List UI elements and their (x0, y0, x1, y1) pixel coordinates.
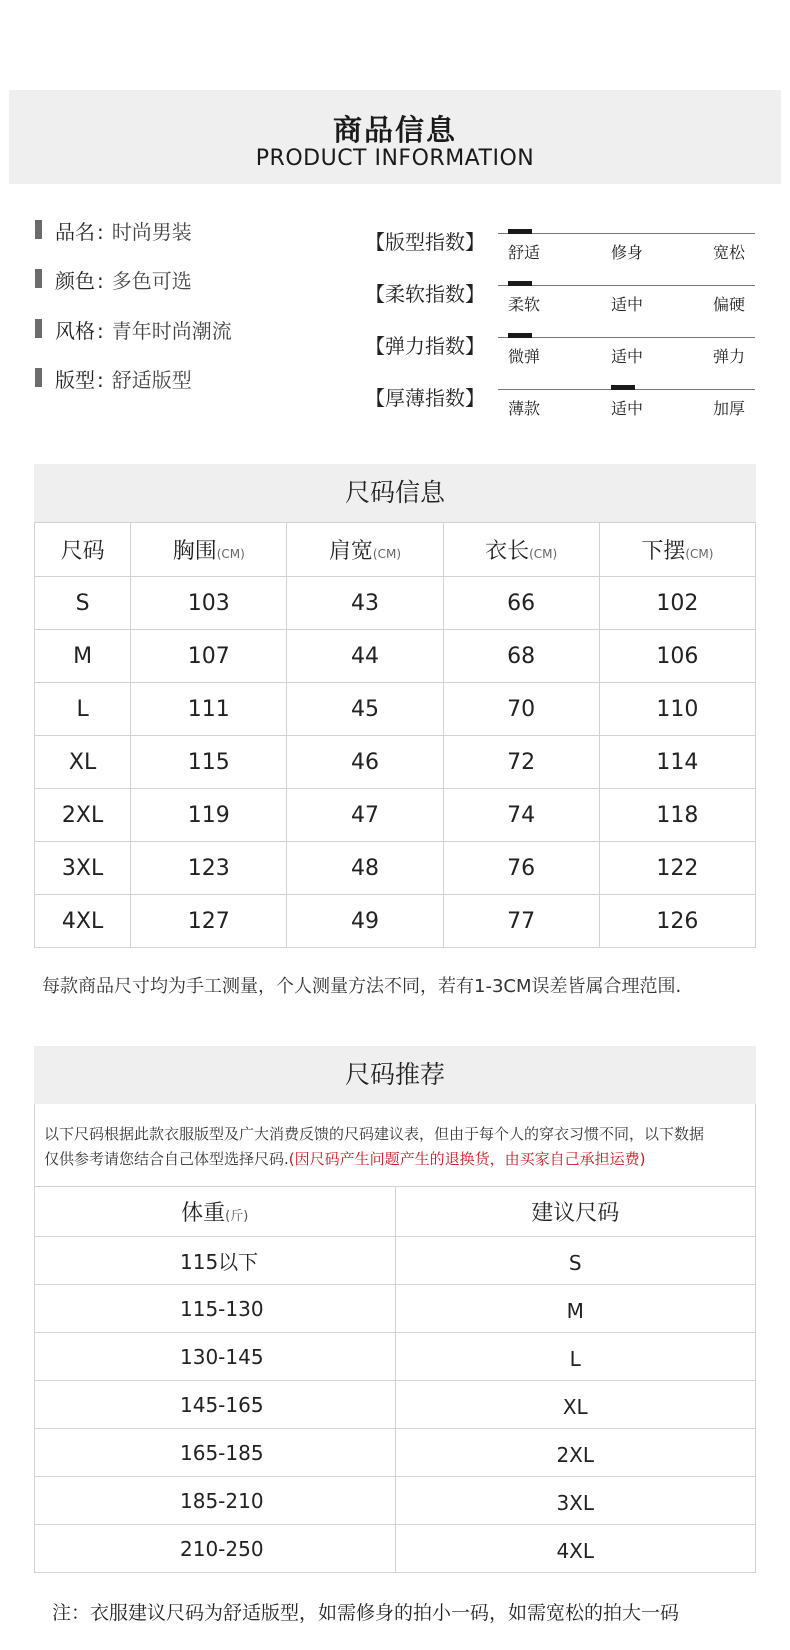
info-separator: : (97, 368, 104, 392)
size-rec-table (34, 1186, 756, 1573)
index-scale-line (498, 337, 755, 338)
index-level-label: 微弹 (508, 347, 541, 366)
table-cell: 43 (287, 577, 443, 630)
info-separator: : (97, 220, 104, 244)
index-level-label: 适中 (611, 347, 644, 366)
table-row (35, 630, 756, 683)
info-label: 品名 (55, 220, 95, 244)
size-rec-disclaimer: (因尺码产生问题产生的退换货，由买家自己承担运费) (288, 1150, 646, 1168)
weight-cell: 185-210 (35, 1477, 396, 1525)
size-cell: S (395, 1237, 756, 1285)
table-cell: 119 (131, 789, 287, 842)
fit-advice-note: 注：衣服建议尺码为舒适版型，如需修身的拍小一码，如需宽松的拍大一码 (52, 1602, 680, 1624)
index-level-label: 偏硬 (713, 295, 746, 314)
table-row (35, 736, 756, 789)
header-band (9, 90, 781, 184)
table-cell: 70 (443, 683, 599, 736)
weight-cell: 115-130 (35, 1285, 396, 1333)
size-cell: 3XL (395, 1477, 756, 1525)
size-rec-description (34, 1104, 756, 1186)
column-header: 体重(斤) (35, 1187, 396, 1237)
table-cell: 72 (443, 736, 599, 789)
info-value: 时尚男装 (111, 220, 192, 244)
size-rec-title: 尺码推荐 (34, 1046, 756, 1104)
table-cell: 103 (131, 577, 287, 630)
size-cell: 2XL (395, 1429, 756, 1477)
info-value: 青年时尚潮流 (111, 319, 232, 343)
index-level-label: 加厚 (713, 399, 746, 418)
table-cell: 106 (599, 630, 755, 683)
info-bullet-bar (35, 269, 42, 288)
table-cell: 122 (599, 842, 755, 895)
table-cell: 118 (599, 789, 755, 842)
table-cell: 111 (131, 683, 287, 736)
table-cell: 44 (287, 630, 443, 683)
column-header: 衣长(CM) (443, 523, 599, 577)
index-title: 【柔软指数】 (365, 282, 485, 306)
table-row (35, 1477, 756, 1525)
info-row-fit (35, 364, 365, 394)
table-row (35, 895, 756, 948)
index-fit (365, 228, 755, 274)
table-cell: XL (35, 736, 131, 789)
info-row-style (35, 315, 365, 345)
index-title: 【版型指数】 (365, 230, 485, 254)
size-rec-desc-line1: 以下尺码根据此款衣服版型及广大消费反馈的尺码建议表，但由于每个人的穿衣习惯不同，以下数据 (44, 1125, 705, 1143)
info-bullet-bar (35, 220, 42, 239)
table-cell: 4XL (35, 895, 131, 948)
table-cell: 76 (443, 842, 599, 895)
index-scale-line (498, 233, 755, 234)
weight-cell: 130-145 (35, 1333, 396, 1381)
table-cell: 126 (599, 895, 755, 948)
index-softness (365, 280, 755, 326)
table-cell: 45 (287, 683, 443, 736)
index-level-label: 舒适 (508, 243, 541, 262)
index-marker (508, 229, 532, 234)
info-bullet-bar (35, 368, 42, 387)
index-level-label: 适中 (611, 399, 644, 418)
index-scale-line (498, 285, 755, 286)
weight-cell: 210-250 (35, 1525, 396, 1573)
index-elasticity (365, 332, 755, 378)
index-marker (508, 281, 532, 286)
table-row (35, 842, 756, 895)
table-row (35, 1525, 756, 1573)
table-cell: 47 (287, 789, 443, 842)
table-cell: M (35, 630, 131, 683)
table-cell: 102 (599, 577, 755, 630)
column-header: 下摆(CM) (599, 523, 755, 577)
size-cell: 4XL (395, 1525, 756, 1573)
table-cell: 127 (131, 895, 287, 948)
table-row (35, 789, 756, 842)
index-level-label: 柔软 (508, 295, 541, 314)
info-label: 版型 (55, 368, 95, 392)
weight-cell: 115以下 (35, 1237, 396, 1285)
column-header: 尺码 (35, 523, 131, 577)
table-row (35, 683, 756, 736)
table-row (35, 1333, 756, 1381)
table-row (35, 1285, 756, 1333)
table-row (35, 1237, 756, 1285)
table-row (35, 577, 756, 630)
size-info-title: 尺码信息 (34, 464, 756, 522)
info-row-color (35, 265, 365, 295)
header-title-cn: 商品信息 (332, 113, 457, 147)
table-cell: 115 (131, 736, 287, 789)
info-bullet-bar (35, 319, 42, 338)
index-title: 【弹力指数】 (365, 334, 485, 358)
table-row (35, 1381, 756, 1429)
column-header: 肩宽(CM) (287, 523, 443, 577)
header-title-en: PRODUCT INFORMATION (255, 146, 535, 171)
table-cell: 110 (599, 683, 755, 736)
size-cell: M (395, 1285, 756, 1333)
index-level-label: 弹力 (713, 347, 746, 366)
table-row (35, 1429, 756, 1477)
size-table-header (35, 523, 756, 577)
table-cell: 107 (131, 630, 287, 683)
table-cell: 77 (443, 895, 599, 948)
index-level-label: 修身 (611, 243, 644, 262)
info-label: 风格 (55, 319, 95, 343)
info-value: 多色可选 (111, 269, 192, 293)
table-cell: 2XL (35, 789, 131, 842)
index-marker (611, 385, 635, 390)
measurement-note: 每款商品尺寸均为手工测量，个人测量方法不同，若有1-3CM误差皆属合理范围. (42, 976, 682, 997)
weight-cell: 165-185 (35, 1429, 396, 1477)
column-header: 建议尺码 (395, 1187, 756, 1237)
table-cell: 66 (443, 577, 599, 630)
info-row-name (35, 216, 365, 246)
table-cell: S (35, 577, 131, 630)
index-marker (508, 333, 532, 338)
table-cell: 123 (131, 842, 287, 895)
weight-cell: 145-165 (35, 1381, 396, 1429)
size-cell: L (395, 1333, 756, 1381)
size-rec-header (35, 1187, 756, 1237)
table-cell: 48 (287, 842, 443, 895)
info-label: 颜色 (55, 269, 95, 293)
index-level-label: 宽松 (713, 243, 746, 262)
table-cell: 68 (443, 630, 599, 683)
table-cell: 74 (443, 789, 599, 842)
table-cell: 3XL (35, 842, 131, 895)
info-separator: : (97, 319, 104, 343)
size-cell: XL (395, 1381, 756, 1429)
size-rec-desc-line2: 仅供参考请您结合自己体型选择尺码. (44, 1150, 289, 1168)
table-cell: 46 (287, 736, 443, 789)
index-level-label: 薄款 (508, 399, 541, 418)
column-header: 胸围(CM) (131, 523, 287, 577)
table-cell: 49 (287, 895, 443, 948)
index-title: 【厚薄指数】 (365, 386, 485, 410)
info-value: 舒适版型 (111, 368, 192, 392)
size-table (34, 522, 756, 948)
index-thickness (365, 384, 755, 430)
info-separator: : (97, 269, 104, 293)
table-cell: L (35, 683, 131, 736)
index-level-label: 适中 (611, 295, 644, 314)
table-cell: 114 (599, 736, 755, 789)
